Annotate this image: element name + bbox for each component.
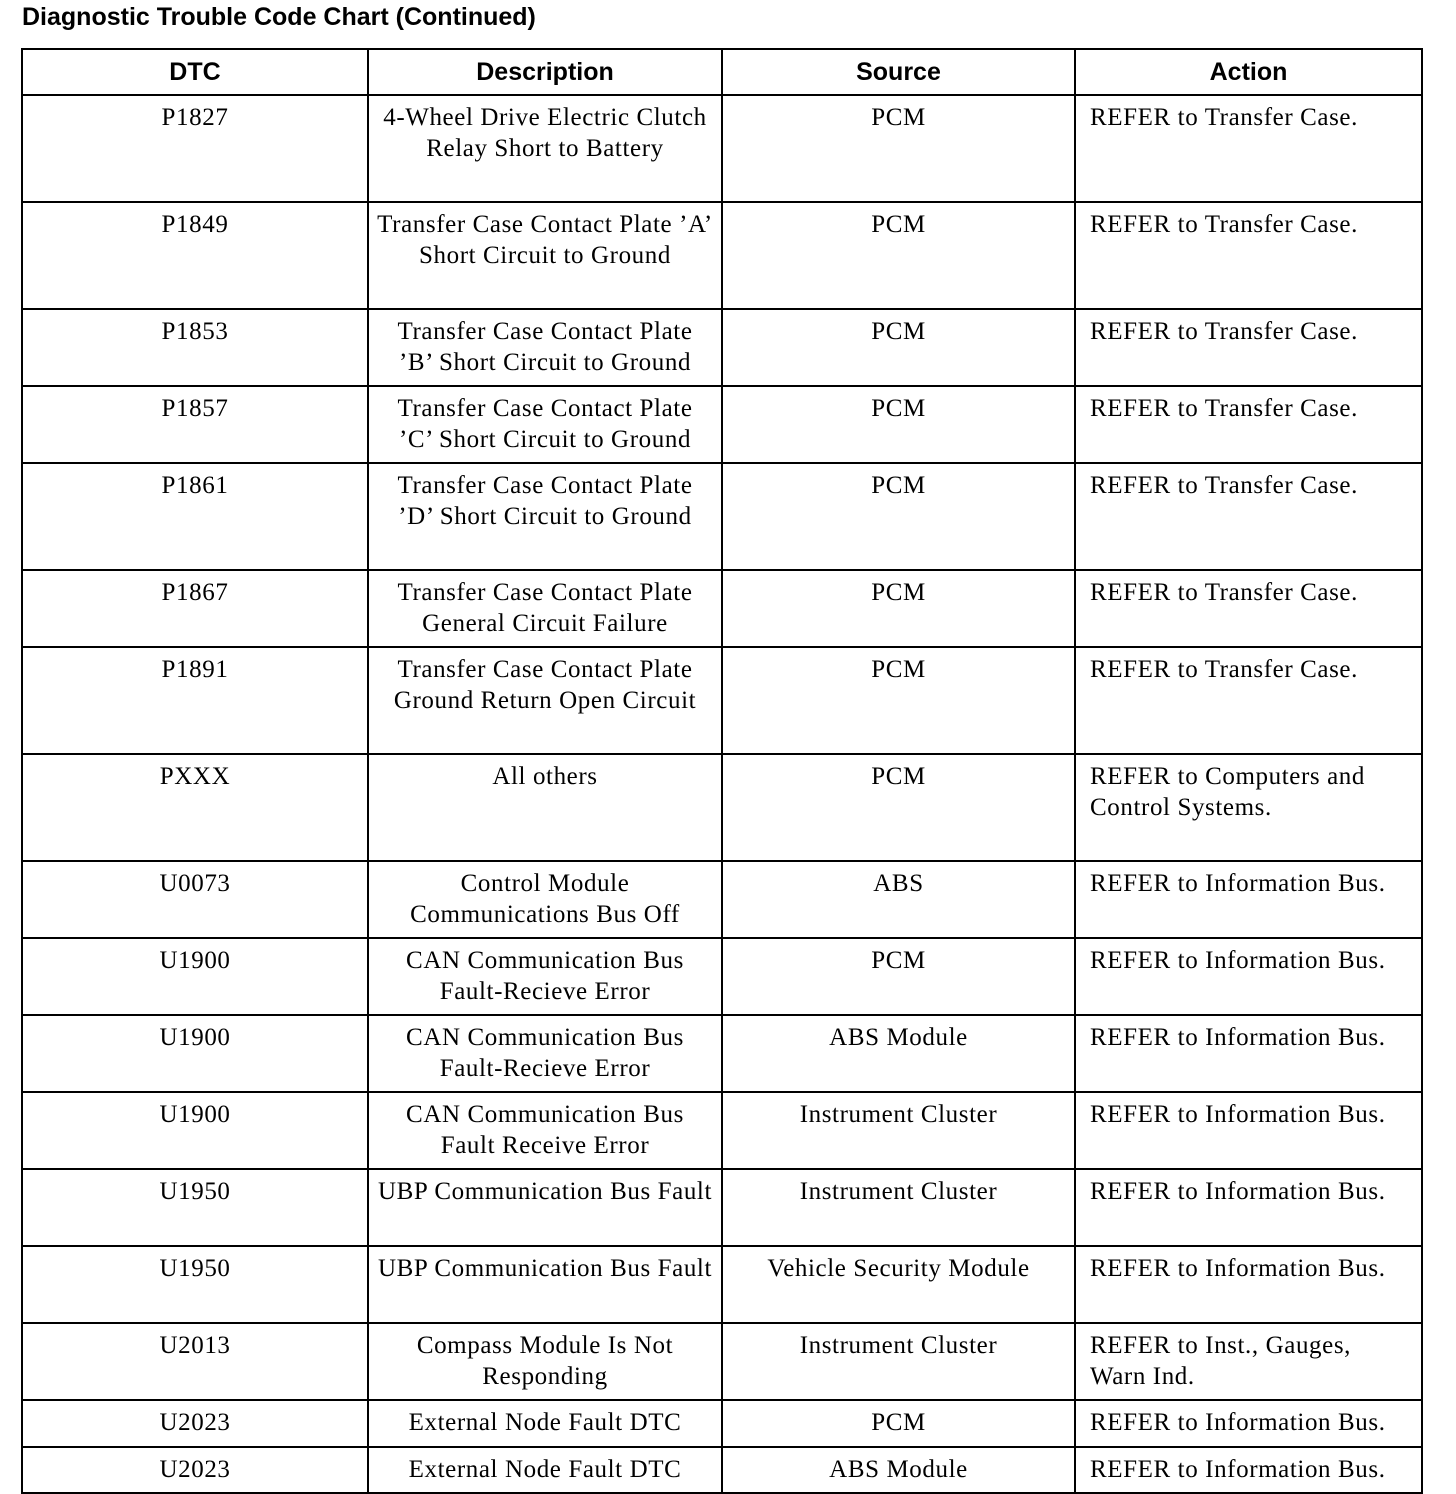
dtc-cell: P1867	[22, 570, 368, 647]
source-cell: Instrument Cluster	[722, 1092, 1075, 1169]
action-cell: REFER to Information Bus.	[1075, 1169, 1422, 1246]
action-cell: REFER to Transfer Case.	[1075, 309, 1422, 386]
dtc-cell: P1891	[22, 647, 368, 754]
action-cell: REFER to Information Bus.	[1075, 1015, 1422, 1092]
table-row	[22, 754, 1422, 861]
table-header-row	[22, 49, 1422, 95]
dtc-cell: P1857	[22, 386, 368, 463]
description-cell: Transfer Case Contact Plate ’A’ Short Circuit to Ground	[368, 202, 722, 309]
table-row	[22, 1323, 1422, 1400]
action-cell: REFER to Information Bus.	[1075, 1246, 1422, 1323]
dtc-cell: U1900	[22, 1015, 368, 1092]
column-header-dtc: DTC	[22, 49, 368, 95]
table-row	[22, 95, 1422, 202]
source-cell: PCM	[722, 647, 1075, 754]
action-cell: REFER to Transfer Case.	[1075, 202, 1422, 309]
dtc-cell: U2023	[22, 1400, 368, 1447]
source-cell: PCM	[722, 202, 1075, 309]
dtc-cell: U2023	[22, 1447, 368, 1494]
dtc-table	[21, 48, 1423, 1494]
description-cell: External Node Fault DTC	[368, 1400, 722, 1447]
source-cell: ABS	[722, 861, 1075, 938]
dtc-cell: PXXX	[22, 754, 368, 861]
dtc-cell: U0073	[22, 861, 368, 938]
table-row	[22, 1015, 1422, 1092]
table-row	[22, 570, 1422, 647]
description-cell: Control Module Communications Bus Off	[368, 861, 722, 938]
table-row	[22, 1447, 1422, 1494]
action-cell: REFER to Information Bus.	[1075, 1092, 1422, 1169]
dtc-cell: P1861	[22, 463, 368, 570]
action-cell: REFER to Transfer Case.	[1075, 95, 1422, 202]
table-row	[22, 1092, 1422, 1169]
action-cell: REFER to Information Bus.	[1075, 861, 1422, 938]
description-cell: Transfer Case Contact Plate General Circuit Failure	[368, 570, 722, 647]
source-cell: PCM	[722, 95, 1075, 202]
source-cell: Instrument Cluster	[722, 1169, 1075, 1246]
source-cell: PCM	[722, 938, 1075, 1015]
description-cell: Transfer Case Contact Plate ’D’ Short Circuit to Ground	[368, 463, 722, 570]
table-row	[22, 463, 1422, 570]
action-cell: REFER to Inst., Gauges, Warn Ind.	[1075, 1323, 1422, 1400]
dtc-cell: U1950	[22, 1246, 368, 1323]
table-row	[22, 1246, 1422, 1323]
action-cell: REFER to Transfer Case.	[1075, 570, 1422, 647]
action-cell: REFER to Transfer Case.	[1075, 647, 1422, 754]
description-cell: External Node Fault DTC	[368, 1447, 722, 1494]
source-cell: PCM	[722, 754, 1075, 861]
table-row	[22, 1400, 1422, 1447]
action-cell: REFER to Computers and Control Systems.	[1075, 754, 1422, 861]
table-row	[22, 202, 1422, 309]
action-cell: REFER to Transfer Case.	[1075, 463, 1422, 570]
table-row	[22, 861, 1422, 938]
description-cell: Transfer Case Contact Plate ’C’ Short Circuit to Ground	[368, 386, 722, 463]
action-cell: REFER to Information Bus.	[1075, 1447, 1422, 1494]
dtc-cell: U1900	[22, 1092, 368, 1169]
description-cell: Transfer Case Contact Plate Ground Return Open Circuit	[368, 647, 722, 754]
source-cell: Vehicle Security Module	[722, 1246, 1075, 1323]
action-cell: REFER to Information Bus.	[1075, 938, 1422, 1015]
column-header-description: Description	[368, 49, 722, 95]
dtc-cell: U2013	[22, 1323, 368, 1400]
table-row	[22, 386, 1422, 463]
table-row	[22, 1169, 1422, 1246]
source-cell: ABS Module	[722, 1447, 1075, 1494]
page-title: Diagnostic Trouble Code Chart (Continued)	[22, 3, 536, 31]
description-cell: CAN Communication Bus Fault-Recieve Error	[368, 938, 722, 1015]
column-header-source: Source	[722, 49, 1075, 95]
source-cell: Instrument Cluster	[722, 1323, 1075, 1400]
description-cell: CAN Communication Bus Fault Receive Error	[368, 1092, 722, 1169]
description-cell: Compass Module Is Not Responding	[368, 1323, 722, 1400]
description-cell: CAN Communication Bus Fault-Recieve Error	[368, 1015, 722, 1092]
source-cell: ABS Module	[722, 1015, 1075, 1092]
column-header-action: Action	[1075, 49, 1422, 95]
dtc-cell: P1853	[22, 309, 368, 386]
source-cell: PCM	[722, 463, 1075, 570]
source-cell: PCM	[722, 570, 1075, 647]
source-cell: PCM	[722, 386, 1075, 463]
action-cell: REFER to Transfer Case.	[1075, 386, 1422, 463]
source-cell: PCM	[722, 1400, 1075, 1447]
dtc-cell: P1827	[22, 95, 368, 202]
action-cell: REFER to Information Bus.	[1075, 1400, 1422, 1447]
description-cell: 4-Wheel Drive Electric Clutch Relay Short to Battery	[368, 95, 722, 202]
dtc-cell: U1900	[22, 938, 368, 1015]
table-row	[22, 938, 1422, 1015]
description-cell: All others	[368, 754, 722, 861]
dtc-cell: P1849	[22, 202, 368, 309]
dtc-cell: U1950	[22, 1169, 368, 1246]
source-cell: PCM	[722, 309, 1075, 386]
table-row	[22, 309, 1422, 386]
description-cell: Transfer Case Contact Plate ’B’ Short Circuit to Ground	[368, 309, 722, 386]
description-cell: UBP Communication Bus Fault	[368, 1246, 722, 1323]
table-row	[22, 647, 1422, 754]
description-cell: UBP Communication Bus Fault	[368, 1169, 722, 1246]
